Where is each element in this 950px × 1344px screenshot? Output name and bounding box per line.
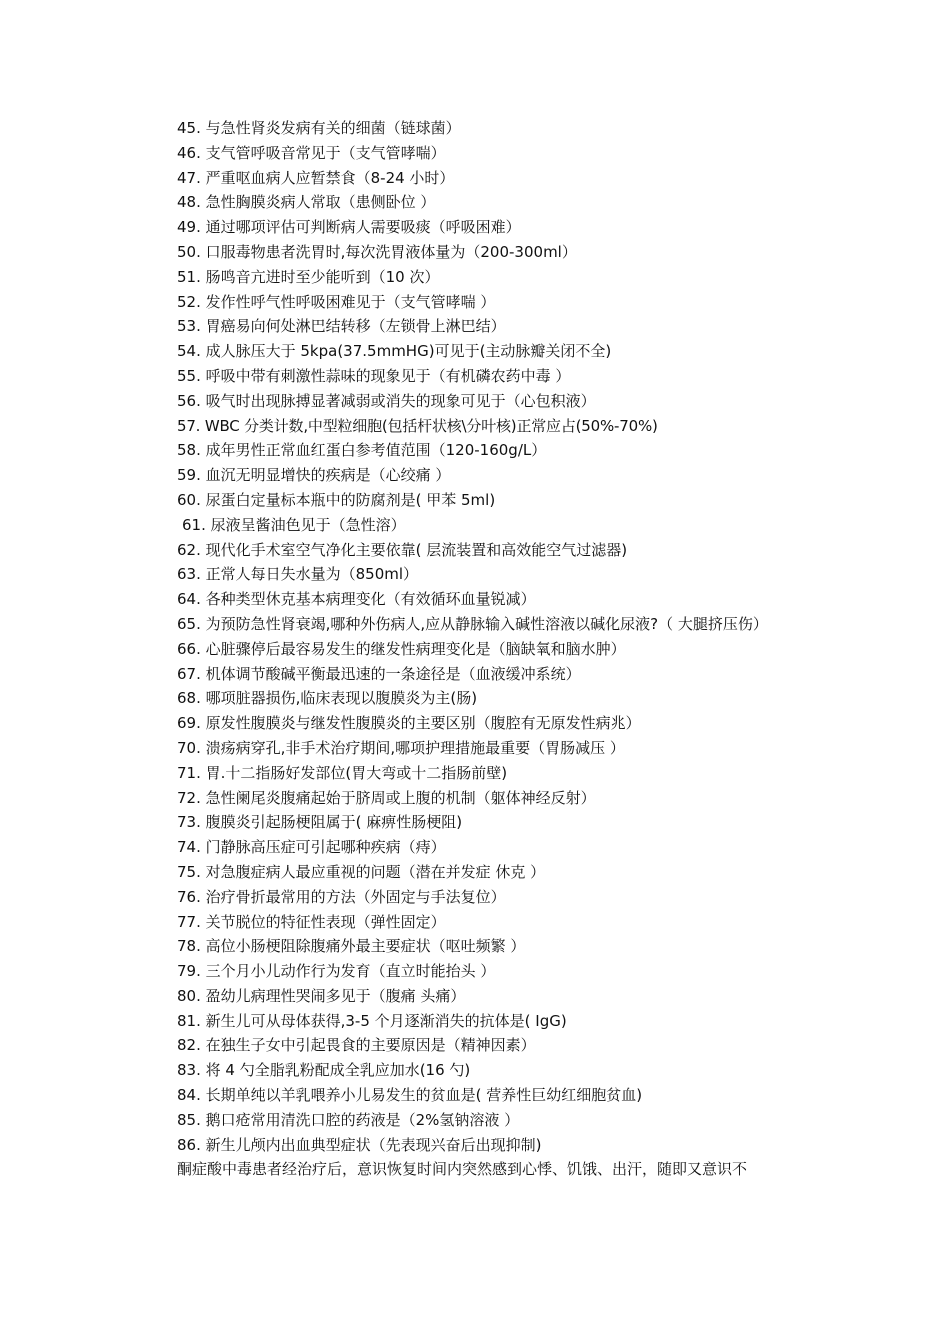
list-item: 64. 各种类型休克基本病理变化（有效循环血量锐减） (177, 590, 536, 609)
list-item: 84. 长期单纯以羊乳喂养小儿易发生的贫血是( 营养性巨幼红细胞贫血) (177, 1086, 643, 1105)
list-item: 55. 呼吸中带有刺激性蒜味的现象见于（有机磷农药中毒 ） (177, 366, 571, 385)
list-item: 77. 关节脱位的特征性表现（弹性固定） (177, 912, 446, 931)
list-item: 71. 胃.十二指肠好发部位(胃大弯或十二指肠前壁) (177, 763, 508, 782)
list-item: 48. 急性胸膜炎病人常取（患侧卧位 ） (177, 193, 436, 212)
list-item: 50. 口服毒物患者洗胃时,每次洗胃液体量为（200-300ml） (177, 242, 577, 261)
list-item: 72. 急性阑尾炎腹痛起始于脐周或上腹的机制（躯体神经反射） (177, 788, 596, 807)
list-item: 68. 哪项脏器损伤,临床表现以腹膜炎为主(肠) (177, 689, 478, 708)
list-item: 45. 与急性肾炎发病有关的细菌（链球菌） (177, 119, 461, 137)
list-item: 57. WBC 分类计数,中型粒细胞(包括杆状核\分叶核)正常应占(50%-70%) (177, 416, 658, 435)
list-item: 56. 吸气时出现脉搏显著减弱或消失的现象可见于（心包积液） (177, 391, 596, 410)
list-item: 85. 鹅口疮常用清洗口腔的药液是（2%氢钠溶液 ） (177, 1110, 520, 1129)
list-item: 80. 盈幼儿病理性哭闹多见于（腹痛 头痛） (177, 986, 466, 1005)
list-item: 58. 成年男性正常血红蛋白参考值范围（120-160g/L） (177, 441, 547, 460)
list-item: 74. 门静脉高压症可引起哪种疾病（痔） (177, 838, 446, 857)
list-item: 67. 机体调节酸碱平衡最迅速的一条途径是（血液缓冲系统） (177, 664, 581, 683)
list-item: 79. 三个月小儿动作行为发育（直立时能抬头 ） (177, 962, 496, 981)
list-item: 51. 肠鸣音亢进时至少能听到（10 次） (177, 267, 440, 286)
list-item: 54. 成人脉压大于 5kpa(37.5mmHG)可见于(主动脉瓣关闭不全) (177, 342, 612, 361)
list-item: 46. 支气管呼吸音常见于（支气管哮喘） (177, 143, 446, 162)
trailing-paragraph: 酮症酸中毒患者经治疗后，意识恢复时间内突然感到心悸、饥饿、出汗，随即又意识不 (177, 1160, 748, 1179)
list-item: 86. 新生儿颅内出血典型症状（先表现兴奋后出现抑制) (177, 1135, 542, 1154)
list-item: 73. 腹膜炎引起肠梗阻属于( 麻痹性肠梗阻) (177, 813, 463, 832)
list-item: 69. 原发性腹膜炎与继发性腹膜炎的主要区别（腹腔有无原发性病兆） (177, 714, 641, 733)
list-item: 61. 尿液呈酱油色见于（急性溶） (182, 515, 406, 534)
list-item: 53. 胃癌易向何处淋巴结转移（左锁骨上淋巴结） (177, 317, 506, 336)
list-item: 83. 将 4 勺全脂乳粉配成全乳应加水(16 勺) (177, 1061, 471, 1080)
list-item: 63. 正常人每日失水量为（850ml） (177, 565, 419, 584)
list-item: 76. 治疗骨折最常用的方法（外固定与手法复位） (177, 887, 506, 906)
list-item: 65. 为预防急性肾衰竭,哪种外伤病人,应从静脉输入碱性溶液以碱化尿液?（ 大腿挤压伤） (177, 614, 768, 633)
list-item: 82. 在独生子女中引起畏食的主要原因是（精神因素） (177, 1036, 536, 1055)
list-item: 81. 新生儿可从母体获得,3-5 个月逐渐消失的抗体是( IgG) (177, 1011, 567, 1030)
list-item: 47. 严重呕血病人应暂禁食（8-24 小时） (177, 168, 455, 187)
list-item: 59. 血沉无明显增快的疾病是（心绞痛 ） (177, 466, 451, 485)
list-item: 52. 发作性呼气性呼吸困难见于（支气管哮喘 ） (177, 292, 496, 311)
list-item: 75. 对急腹症病人最应重视的问题（潜在并发症 休克 ） (177, 862, 546, 881)
list-item: 62. 现代化手术室空气净化主要依靠( 层流装置和高效能空气过滤器) (177, 540, 628, 559)
list-item: 60. 尿蛋白定量标本瓶中的防腐剂是( 甲苯 5ml) (177, 490, 496, 509)
list-item: 70. 溃疡病穿孔,非手术治疗期间,哪项护理措施最重要（胃肠减压 ） (177, 738, 625, 757)
list-item: 78. 高位小肠梗阻除腹痛外最主要症状（呕吐频繁 ） (177, 937, 526, 956)
question-list (145, 116, 825, 1182)
list-item: 49. 通过哪项评估可判断病人需要吸痰（呼吸困难） (177, 218, 521, 237)
list-item: 66. 心脏骤停后最容易发生的继发性病理变化是（脑缺氧和脑水肿） (177, 639, 626, 658)
